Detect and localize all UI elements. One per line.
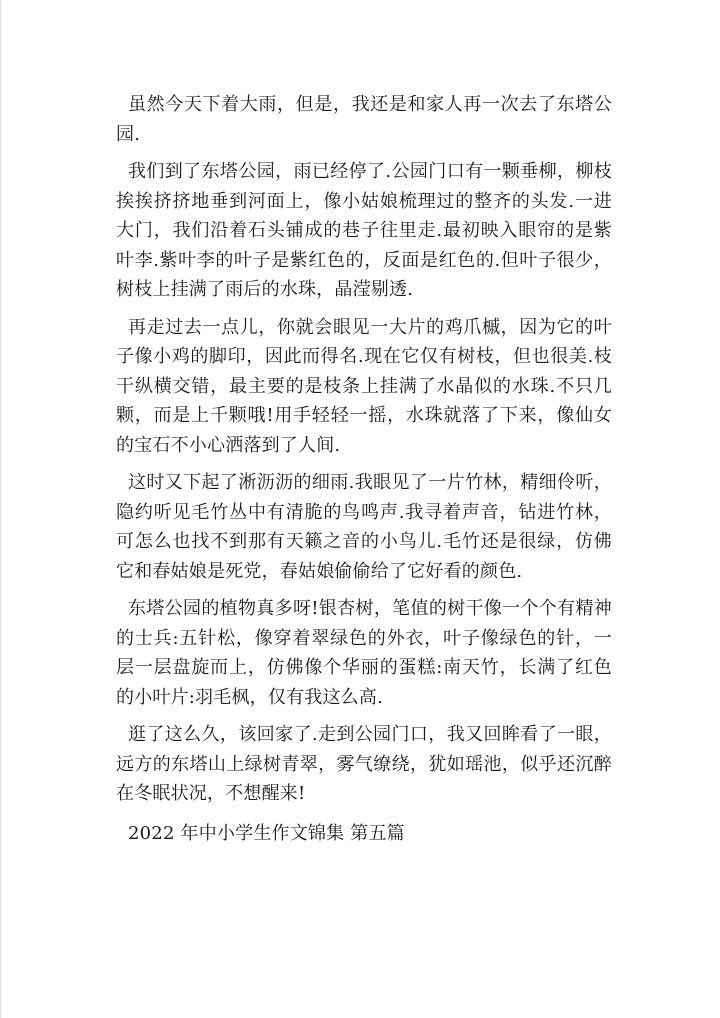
paragraph-3: 再走过去一点儿，你就会眼见一大片的鸡爪槭，因为它的叶子像小鸡的脚印，因此而得名.现在它仅有树枝，但也很美.枝干纵横交错，最主要的是枝条上挂满了水晶似的水珠.不只几颗，而是上千颗哦!用手轻轻一摇，水珠就落了下来，像仙女的宝石不小心洒落到了人间. [116,316,612,456]
paragraph-4: 这时又下起了淅沥沥的细雨.我眼见了一片竹林，精细伶听，隐约听见毛竹丛中有清脆的鸟鸣声.我寻着声音，钻进竹林，可怎么也找不到那有天籁之音的小鸟儿.毛竹还是很绿，仿佛它和春姑娘是死党，春姑娘偷偷给了它好看的颜色. [116,472,612,582]
paragraph-5: 东塔公园的植物真多呀!银杏树，笔值的树干像一个个有精神的士兵:五针松，像穿着翠绿色的外衣，叶子像绿色的针，一层一层盘旋而上，仿佛像个华丽的蛋糕:南天竹，长满了红色的小叶片:羽毛枫，仅有我这么高. [116,598,612,708]
section-heading: 2022 年中小学生作文锦集 第五篇 [128,822,405,844]
essay-body [116,90,612,856]
paragraph-6: 逛了这么久，该回家了.走到公园门口，我又回眸看了一眼，远方的东塔山上绿树青翠，雾气缭绕，犹如瑶池，似乎还沉醉在冬眠状况，不想醒来! [116,724,612,804]
paragraph-2: 我们到了东塔公园，雨已经停了.公园门口有一颗垂柳，柳枝挨挨挤挤地垂到河面上，像小姑娘梳理过的整齐的头发.一进大门，我们沿着石头铺成的巷子往里走.最初映入眼帘的是紫叶李.紫叶李的叶子是紫红色的，反面是红色的.但叶子很少，树枝上挂满了雨后的水珠，晶滢剔透. [116,161,612,300]
page-edge [0,0,1,1018]
paragraph-1: 虽然今天下着大雨，但是，我还是和家人再一次去了东塔公园. [116,94,612,145]
